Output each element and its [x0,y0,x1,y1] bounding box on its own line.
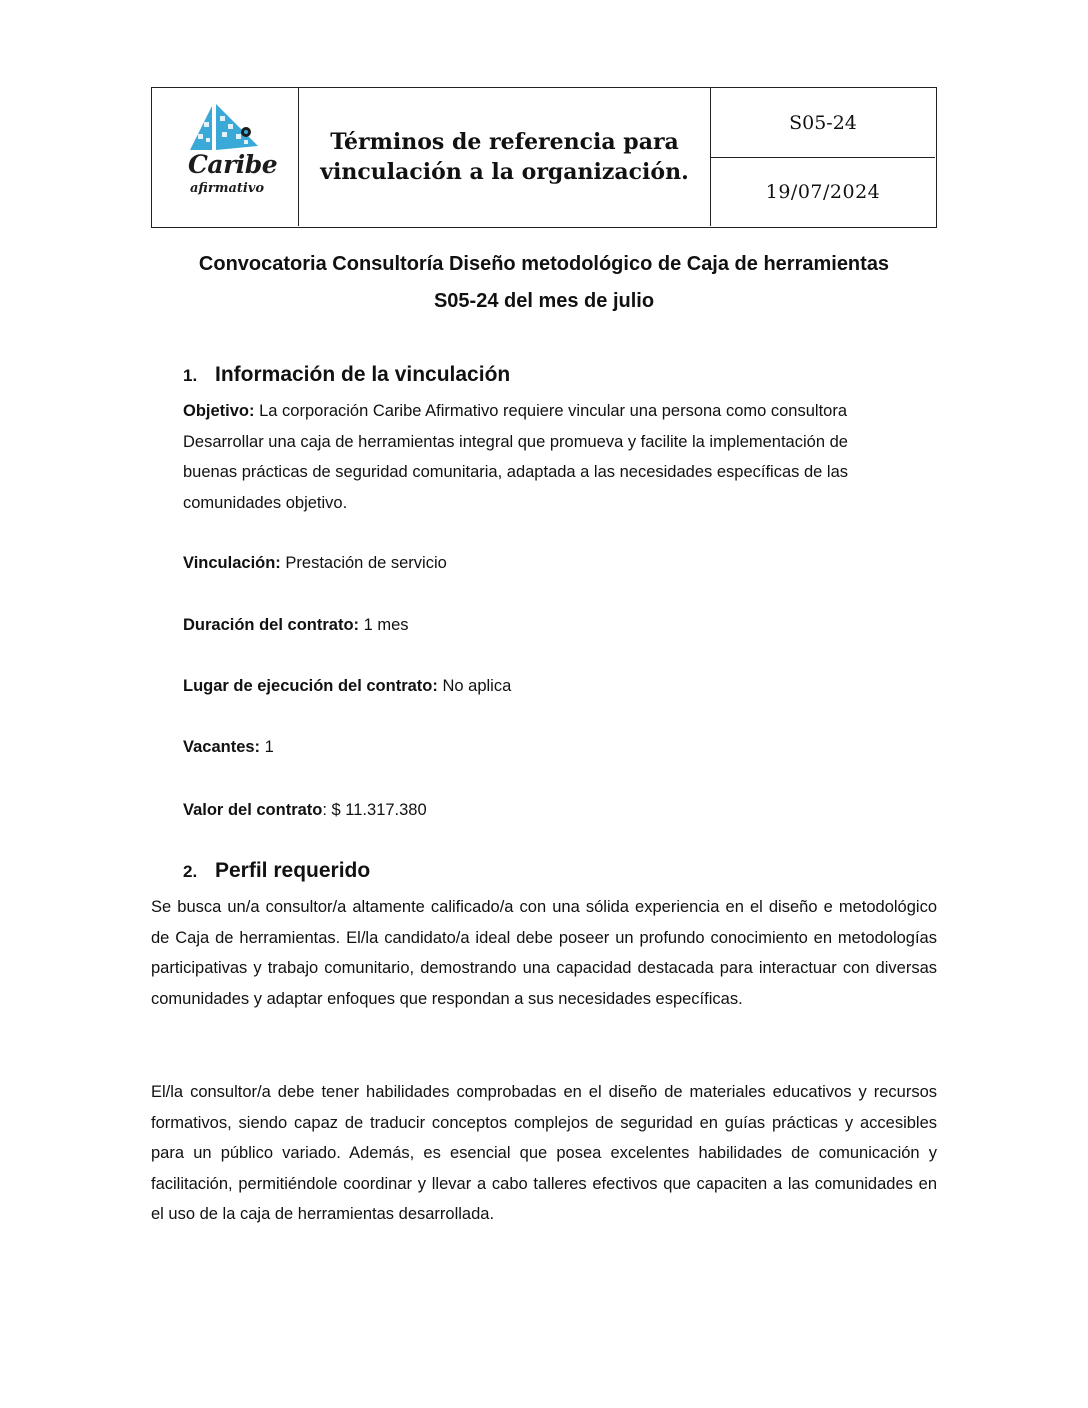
vacantes-field [183,732,274,763]
vacantes-label: Vacantes: [183,738,261,756]
vinculacion-value: Prestación de servicio [285,554,447,572]
logo-subtitle: afirmativo [190,181,265,196]
valor-value: : $ 11.317.380 [322,801,427,819]
caribe-afirmativo-logo [184,102,278,212]
valor-field [183,795,427,826]
duracion-field [183,610,409,641]
vacantes-value: 1 [264,738,274,756]
profile-paragraph-1: Se busca un/a consultor/a altamente calificado/a con una sólida experiencia en el diseño e metodológico de Caja de herramientas. El/la candidato/a ideal debe poseer un profundo conocimiento en metodologías participativas y trabajo comunitario, demostrando una capacidad destacada para interactuar con diversas comunidades y adaptar enfoques que respondan a sus necesidades específicas. [151,898,937,1008]
valor-label: Valor del contrato [183,801,323,819]
lugar-label: Lugar de ejecución del contrato: [183,677,438,695]
objective-text-2: Desarrollar una caja de herramientas integral que promueva y facilite la implementación de [183,432,848,451]
duracion-value: 1 mes [363,616,409,634]
section-1-title: Información de la vinculación [215,363,511,386]
header-table [151,87,937,228]
profile-paragraph-2: El/la consultor/a debe tener habilidades comprobadas en el diseño de materiales educativos y recursos formativos, siendo capaz de traducir conceptos complejos de seguridad en guías prácticas y accesibles para un público variado. Además, es esencial que posea excelentes habilidades de comunicación y facilitación, permitiéndole coordinar y llevar a cabo talleres efectivos que capaciten a las comunidades en el uso de la caja de herramientas desarrollada. [151,1083,937,1223]
section-2-title: Perfil requerido [215,859,371,882]
vinculacion-label: Vinculación: [183,554,281,572]
objective-text-4: comunidades objetivo. [183,493,348,512]
vinculacion-field [183,548,447,579]
section-1-heading [183,363,510,387]
objective-label: Objetivo: [183,402,255,420]
main-title-line-1: Convocatoria Consultoría Diseño metodológico de Caja de herramientas [198,253,890,275]
objective-text-3: buenas prácticas de seguridad comunitaria, adaptada a las necesidades específicas de las [183,463,849,481]
logo-cell [152,88,299,226]
document-title [320,127,689,187]
title-line-1: Términos de referencia para [330,129,679,155]
section-1-number: 1. [183,366,198,385]
logo-wordmark: Caribe [188,150,278,179]
document-code: S05-24 [711,88,935,158]
document-title-cell [299,88,711,226]
objective-block [183,396,943,518]
main-title-line-2: S05-24 del mes de julio [433,290,655,312]
lugar-value: No aplica [442,677,512,695]
document-date: 19/07/2024 [765,181,881,203]
objective-text-1: La corporación Caribe Afirmativo requiere vincular una persona como consultora [259,402,848,420]
section-2-number: 2. [183,862,198,881]
lugar-field [183,671,511,702]
title-line-2: vinculación a la organización. [320,159,689,185]
duracion-label: Duración del contrato: [183,616,360,634]
section-2-heading [183,859,370,883]
